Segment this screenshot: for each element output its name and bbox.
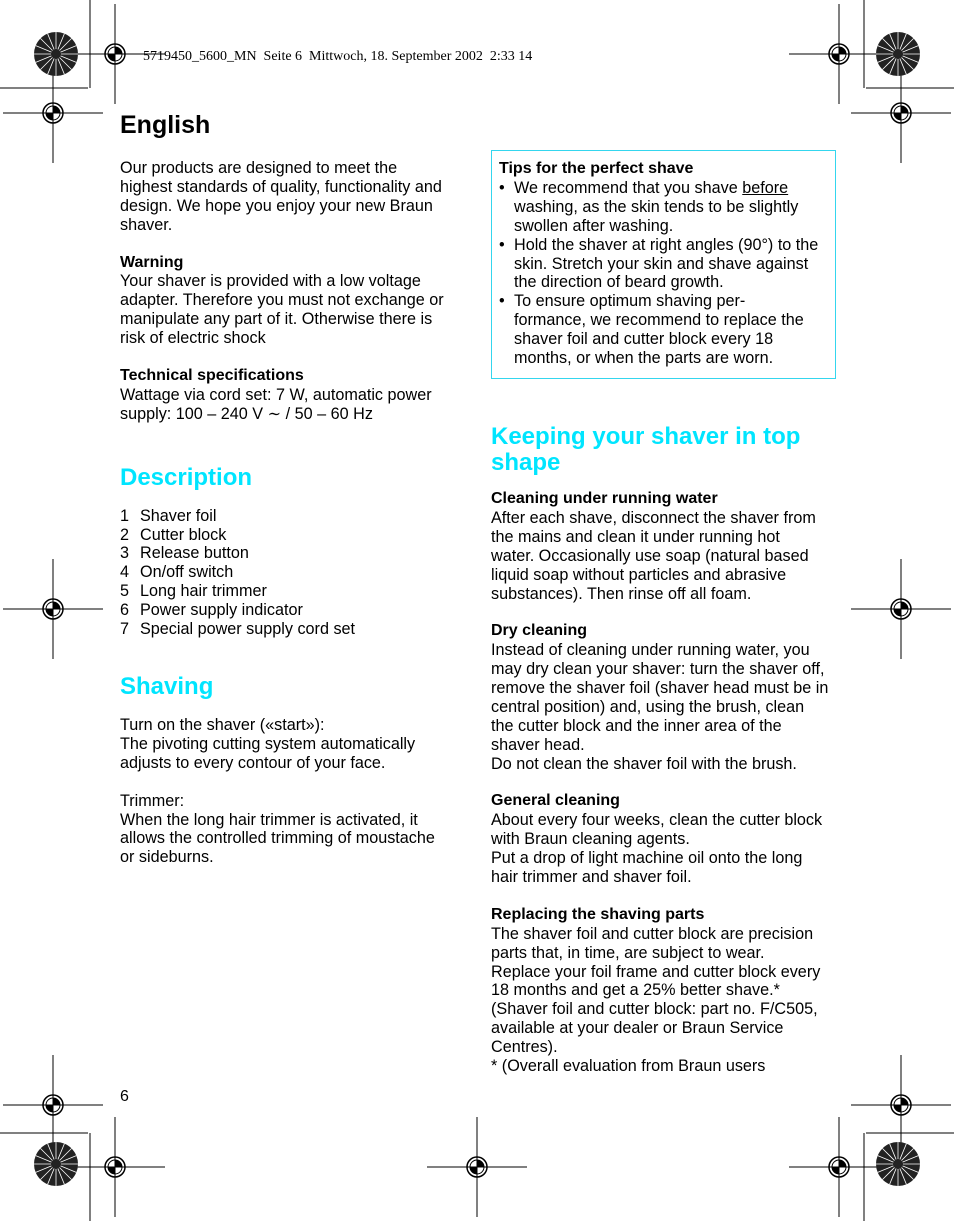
intro-line: highest standards of quality, functionality and [120,177,442,196]
tip-item: • To ensure optimum shaving per- formance, we recommend to replace the shaver foil and cutter block every 18 months, or when the parts are worn. [499,292,804,368]
tech-spec-heading: Technical specifications [120,366,304,384]
tips-box [491,150,836,379]
tip-item: • Hold the shaver at right angles (90°) to the skin. Stretch your skin and shave against the direction of beard growth. [499,235,819,292]
list-item: 2 Cutter block [120,525,227,544]
tech-spec-paragraph [120,386,465,424]
dry-cleaning-paragraph: Instead of cleaning under running water, you may dry clean your shaver: turn the shaver off, remove the shaver foil (shaver head must be in central position) and, using the brush, clean the cutter block and the inner area of the shaver head. Do not clean the shaver foil with the brush. [491,641,829,773]
shaving-heading: Shaving [120,673,214,700]
tips-heading: Tips for the perfect shave [499,160,694,177]
description-heading: Description [120,463,253,491]
list-item: 1 Shaver foil [120,506,217,525]
left-column [120,110,465,867]
trimmer-paragraph [120,792,465,868]
warning-paragraph [120,272,465,348]
replacing-parts-paragraph: The shaver foil and cutter block are precision parts that, in time, are subject to wear. Replace your foil frame and cutter block every 18 months and get a 25% better shave.* (Shaver foil and cutter block: part no. F/C505, available at your dealer or Braun Service Centres). * (Overall evaluation from Braun users [491,924,821,1076]
shaving-paragraph [120,716,465,773]
list-item: 5 Long hair trimmer [120,582,267,601]
tip-item: • We recommend that you shave before washing, as the skin tends to be slightly swollen after washing. [499,178,799,235]
intro-line: Our products are designed to meet the [120,159,398,177]
replacing-parts-heading: Replacing the shaving parts [491,905,705,923]
underlined-word: before [742,178,789,197]
shaving-line: adjusts to every contour of your face. [120,753,386,772]
keeping-heading: Keeping your shaver in top shape [491,422,801,476]
bullet: • [499,235,505,254]
warning-line: Your shaver is provided with a low voltage [120,272,421,291]
warning-line: risk of electric shock [120,329,266,348]
bullet: • [499,178,505,197]
shaving-line: The pivoting cutting system automatically [120,734,416,753]
general-cleaning-heading: General cleaning [491,792,620,810]
shaving-line: Turn on the shaver («start»): [120,716,325,734]
tech-spec-line: Wattage via cord set: 7 W, automatic power [120,385,432,404]
intro-paragraph [120,159,465,235]
print-slug: 5719450_5600_MN Seite 6 Mittwoch, 18. September 2002 2:33 14 [143,49,533,64]
bullet: • [499,292,505,311]
warning-line: manipulate any part of it. Otherwise there is [120,310,433,329]
trimmer-line: or sideburns. [120,848,214,867]
intro-line: design. We hope you enjoy your new Braun [120,196,433,215]
cleaning-heading: Cleaning under running water [491,489,718,507]
page-number: 6 [120,1088,129,1105]
right-column [491,150,836,1076]
list-item: 4 On/off switch [120,563,234,582]
warning-heading: Warning [120,253,184,271]
list-item: 6 Power supply indicator [120,601,303,620]
language-title: English [120,111,211,139]
warning-line: adapter. Therefore you must not exchange or [120,291,444,310]
intro-line: shaver. [120,215,173,234]
trimmer-line: Trimmer: [120,791,185,810]
trimmer-line: allows the controlled trimming of moustache [120,829,435,848]
list-item: 3 Release button [120,544,249,563]
dry-cleaning-heading: Dry cleaning [491,622,588,640]
list-item: 7 Special power supply cord set [120,620,356,639]
tech-spec-line: supply: 100 – 240 V ∼ / 50 – 60 Hz [120,404,373,423]
trimmer-line: When the long hair trimmer is activated, it [120,810,418,829]
cleaning-paragraph: After each shave, disconnect the shaver from the mains and clean it under running hot water. Occasionally use soap (natural based liquid soap without particles and abrasive substances). Then rinse off all foam. [491,508,816,603]
description-list [120,507,465,639]
general-cleaning-paragraph: About every four weeks, clean the cutter block with Braun cleaning agents. Put a drop of light machine oil onto the long hair trimmer and shaver foil. [491,811,823,887]
